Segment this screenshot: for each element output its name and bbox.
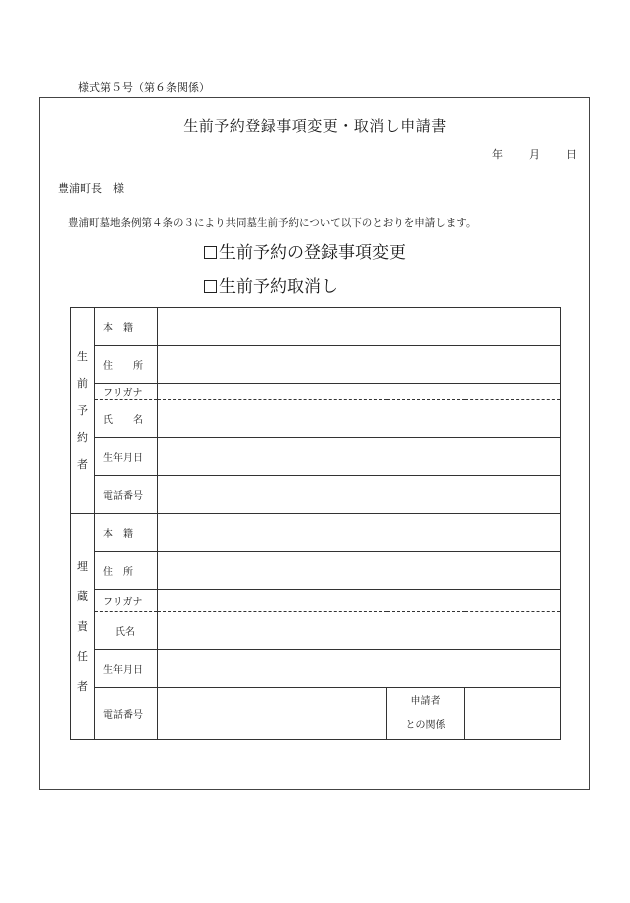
date-month-label: 月 — [529, 148, 540, 161]
burial-manager-address-label: 住 所 — [95, 552, 158, 590]
burial-manager-name-field[interactable] — [158, 612, 561, 650]
burial-manager-honseki-label: 本 籍 — [95, 514, 158, 552]
applicant-furigana-label: フリガナ — [95, 384, 158, 400]
burial-manager-section-label — [71, 514, 95, 740]
burial-manager-furigana-field[interactable] — [158, 590, 561, 612]
option-change-label: 生前予約の登録事項変更 — [219, 243, 406, 263]
application-table — [70, 307, 561, 740]
applicant-address-label: 住 所 — [95, 346, 158, 384]
burial-manager-name-label: 氏名 — [95, 612, 158, 650]
date-day-label: 日 — [566, 148, 577, 161]
addressee: 豊浦町長 様 — [58, 182, 124, 195]
burial-manager-phone-label: 電話番号 — [95, 688, 158, 740]
relation-label-line2: との関係 — [405, 719, 446, 731]
applicant-honseki-label: 本 籍 — [95, 308, 158, 346]
burial-manager-birthdate-field[interactable] — [158, 650, 561, 688]
burial-manager-char: 責 — [77, 619, 88, 633]
applicant-birthdate-field[interactable] — [158, 438, 561, 476]
applicant-honseki-field[interactable] — [158, 308, 561, 346]
applicant-phone-label: 電話番号 — [95, 476, 158, 514]
burial-manager-birthdate-label: 生年月日 — [95, 650, 158, 688]
checkbox-change[interactable] — [204, 246, 217, 259]
applicant-char: 前 — [77, 377, 88, 390]
applicant-birthdate-label: 生年月日 — [95, 438, 158, 476]
relation-label — [387, 688, 465, 740]
burial-manager-char: 者 — [77, 679, 88, 693]
applicant-name-field[interactable] — [158, 400, 561, 438]
option-cancel[interactable] — [204, 272, 338, 297]
applicant-section-label — [71, 308, 95, 514]
burial-manager-honseki-field[interactable] — [158, 514, 561, 552]
burial-manager-char: 任 — [77, 649, 88, 663]
option-change[interactable] — [204, 238, 406, 263]
option-cancel-label: 生前予約取消し — [219, 277, 338, 297]
applicant-char: 生 — [77, 350, 88, 363]
application-statement: 豊浦町墓地条例第４条の３により共同墓生前予約について以下のとおりを申請します。 — [68, 217, 477, 229]
burial-manager-phone-field[interactable] — [158, 688, 387, 740]
date-year-label: 年 — [492, 148, 503, 161]
applicant-name-label: 氏 名 — [95, 400, 158, 438]
applicant-address-field[interactable] — [158, 346, 561, 384]
burial-manager-furigana-label: フリガナ — [95, 590, 158, 612]
form-title: 生前予約登録事項変更・取消し申請書 — [183, 117, 447, 135]
applicant-char: 約 — [77, 431, 88, 444]
relation-field[interactable] — [465, 688, 561, 740]
relation-label-line1: 申請者 — [410, 695, 441, 707]
burial-manager-char: 埋 — [77, 559, 88, 573]
applicant-furigana-field[interactable] — [158, 384, 561, 400]
form-number: 様式第５号（第６条関係） — [78, 81, 210, 94]
applicant-char: 者 — [77, 458, 88, 471]
applicant-phone-field[interactable] — [158, 476, 561, 514]
checkbox-cancel[interactable] — [204, 280, 217, 293]
burial-manager-char: 蔵 — [77, 589, 88, 603]
applicant-char: 予 — [77, 404, 88, 417]
burial-manager-address-field[interactable] — [158, 552, 561, 590]
